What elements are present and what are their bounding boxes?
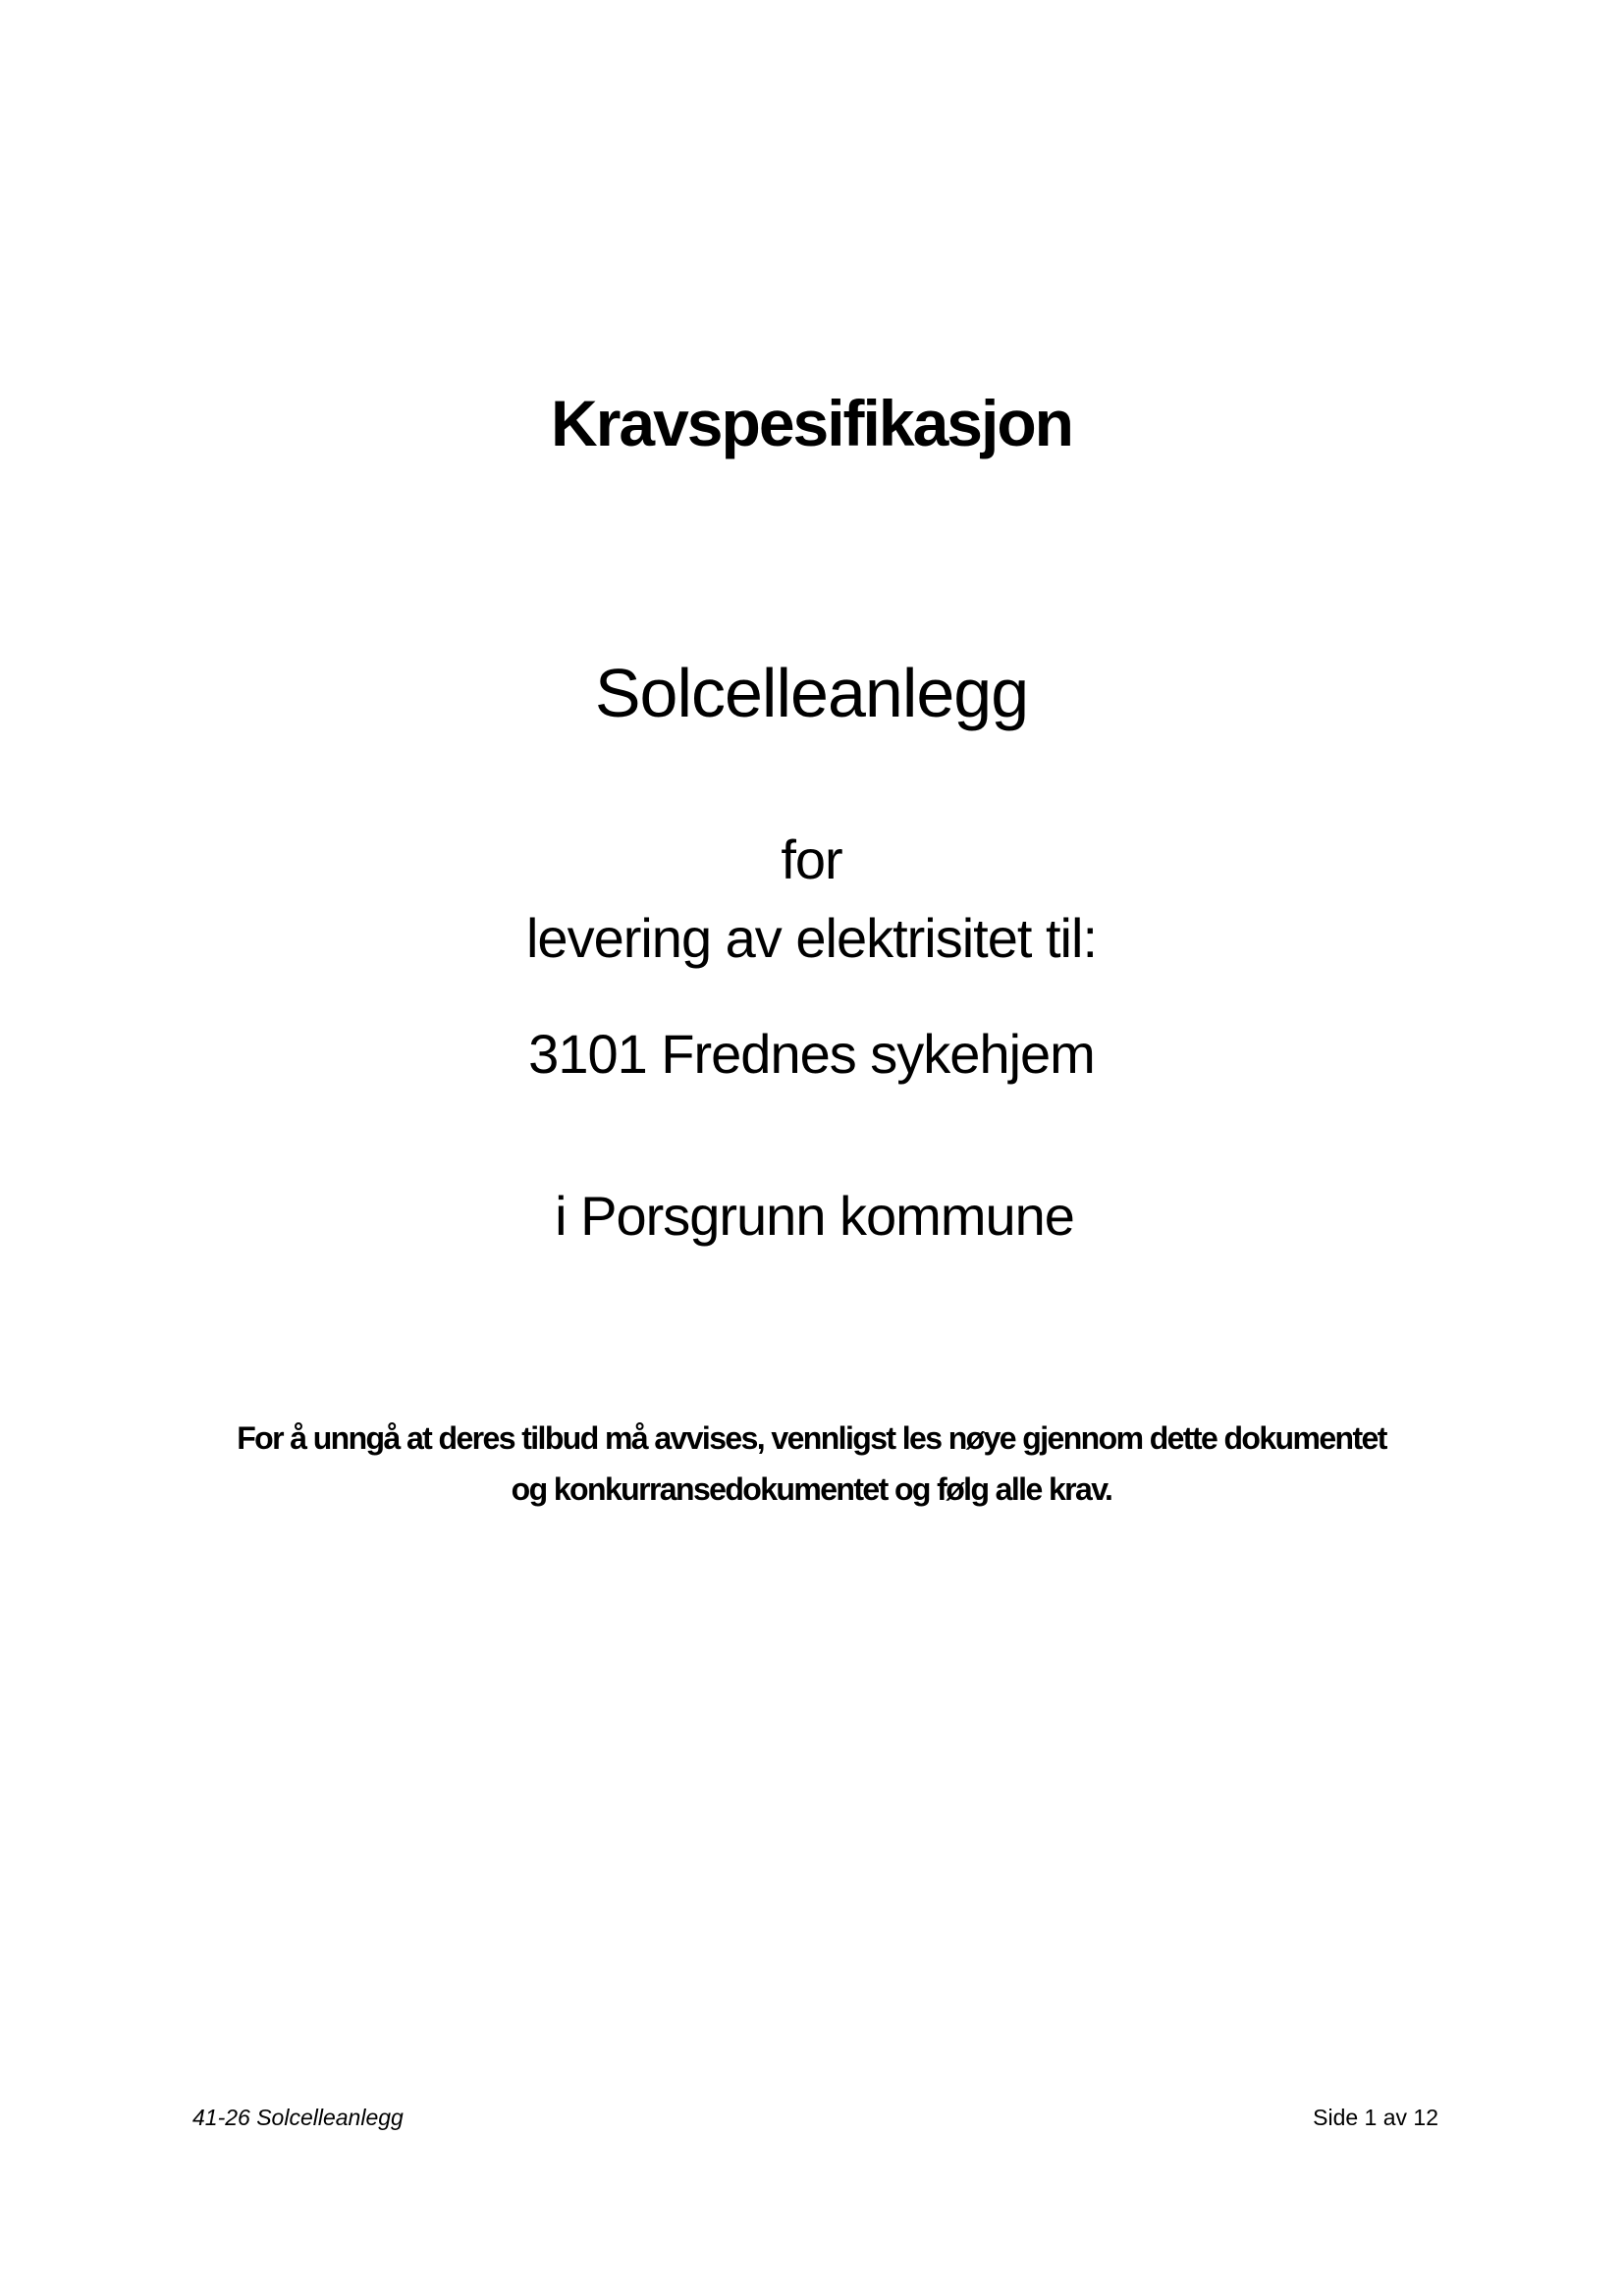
site-line: 3101 Frednes sykehjem <box>528 1023 1095 1085</box>
for-line: for <box>781 828 842 890</box>
municipality-line: i Porsgrunn kommune <box>555 1185 1074 1247</box>
document-subtitle: Solcelleanlegg <box>594 655 1029 731</box>
delivery-line: levering av elektrisitet til: <box>525 907 1097 969</box>
footer-document-reference: 41-26 Solcelleanlegg <box>192 2105 404 2130</box>
document-title: Kravspesifikasjon <box>551 387 1072 459</box>
notice-line-1: For å unngå at deres tilbud må avvises, vennligst les nøye gjennom dette dokumentet <box>237 1420 1386 1456</box>
footer-page-number: Side 1 av 12 <box>1313 2105 1438 2130</box>
notice-line-2: og konkurransedokumentet og følg alle krav. <box>511 1471 1112 1507</box>
